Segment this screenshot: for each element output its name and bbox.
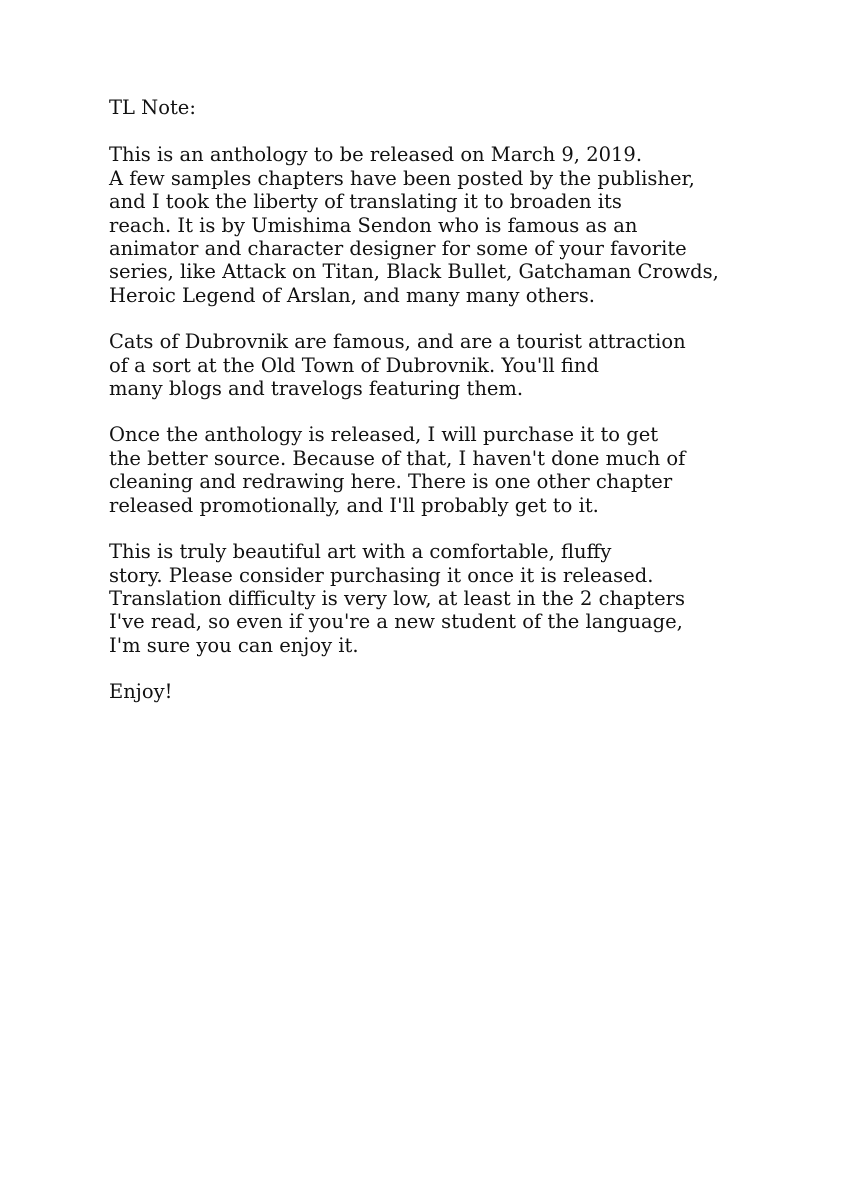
paragraph-line: many blogs and travelogs featuring them.	[109, 377, 524, 401]
paragraph-line: I'm sure you can enjoy it.	[109, 633, 359, 657]
paragraph-line: story. Please consider purchasing it once it is released.	[109, 563, 654, 587]
paragraph-anthology-intro	[109, 143, 809, 307]
paragraph-line: cleaning and redrawing here. There is one other chapter	[109, 470, 673, 494]
paragraph-line: Translation difficulty is very low, at least in the 2 chapters	[109, 586, 685, 610]
paragraph-line: Once the anthology is released, I will purchase it to get	[109, 423, 659, 447]
paragraph-line: released promotionally, and I'll probably get to it.	[109, 493, 599, 517]
paragraph-line: Enjoy!	[109, 680, 173, 704]
paragraph-recommendation	[109, 540, 809, 657]
note-title: TL Note:	[109, 96, 196, 119]
paragraph-line: A few samples chapters have been posted by the publisher,	[109, 166, 695, 190]
paragraph-line: the better source. Because of that, I haven't done much of	[109, 446, 686, 470]
paragraph-line: Cats of Dubrovnik are famous, and are a tourist attraction	[109, 330, 686, 354]
paragraph-line: of a sort at the Old Town of Dubrovnik. You'll find	[109, 353, 599, 377]
paragraph-line: I've read, so even if you're a new student of the language,	[109, 610, 683, 634]
paragraph-line: animator and character designer for some of your favorite	[109, 237, 687, 261]
translator-note-page	[109, 96, 809, 727]
paragraph-sign-off	[109, 680, 809, 703]
paragraph-line: and I took the liberty of translating it to broaden its	[109, 190, 622, 214]
paragraph-source-note	[109, 423, 809, 517]
paragraph-line: Heroic Legend of Arslan, and many many others.	[109, 283, 595, 307]
paragraph-line: reach. It is by Umishima Sendon who is famous as an	[109, 213, 638, 237]
paragraph-line: This is truly beautiful art with a comfortable, fluffy	[109, 540, 612, 564]
paragraph-cats-of-dubrovnik	[109, 330, 809, 400]
paragraph-line: This is an anthology to be released on March 9, 2019.	[109, 143, 643, 167]
paragraph-line: series, like Attack on Titan, Black Bullet, Gatchaman Crowds,	[109, 260, 719, 284]
